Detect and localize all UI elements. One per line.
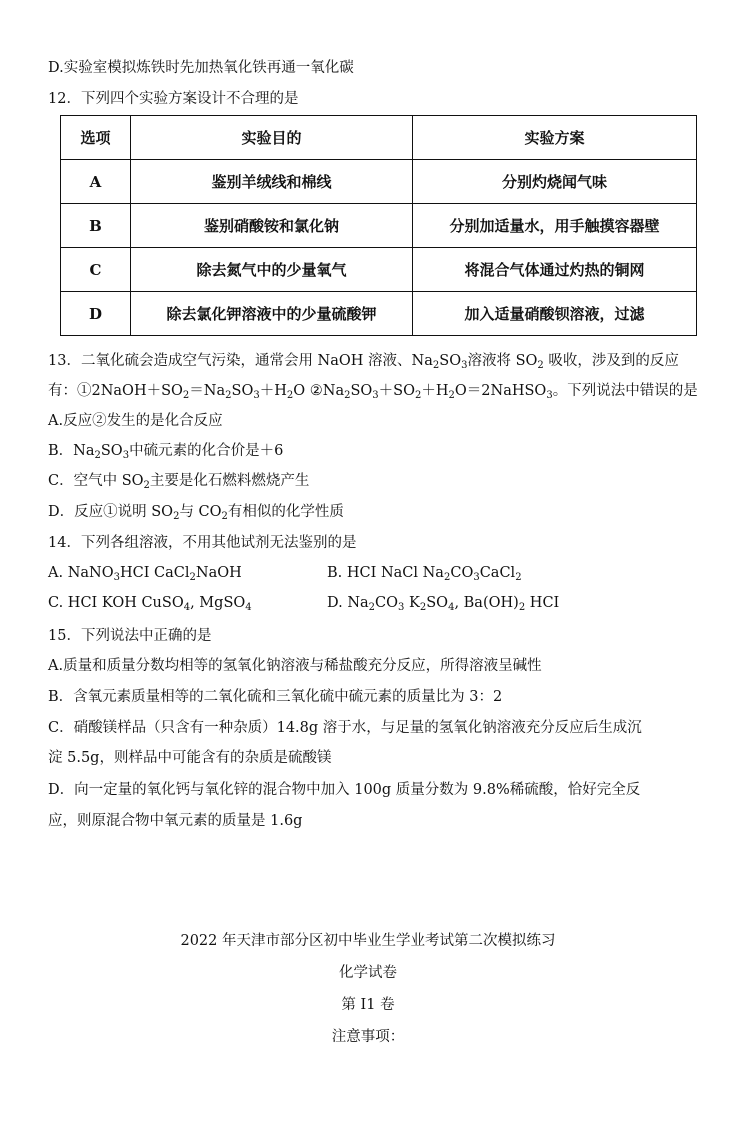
table-header-row bbox=[61, 116, 697, 160]
table-header: 实验方案 bbox=[413, 116, 697, 160]
table-cell: B bbox=[61, 204, 131, 248]
question-15-option-d-line-2: 应，则原混合物中氧元素的质量是 1.6g bbox=[48, 813, 303, 829]
table-cell: 鉴别硝酸铵和氯化钠 bbox=[131, 204, 413, 248]
question-13-option-a: A.反应②发生的是化合反应 bbox=[48, 413, 223, 429]
question-13-line-2: 有：$①2NaOH+SO_2=Na_2SO_3+H_2O$ $②Na_2SO_3+SO_2+H_2O=2NaHSO_3$。下列说法中错误的是 bbox=[48, 383, 698, 401]
question-14-option-c: C. HCI KOH CuSO$_4$, MgSO$_4$ bbox=[48, 595, 252, 613]
table-header: 实验目的 bbox=[131, 116, 413, 160]
question-15-option-c-line-2: 淀 5.5g，则样品中可能含有的杂质是硫酸镁 bbox=[48, 750, 332, 766]
question-14-option-d: D. $Na_2CO_3$ $K_2SO_4$, $Ba(OH)_2$ HCI bbox=[327, 595, 560, 613]
question-14-option-a: A. NaNO$_3$HCI CaCl$_2$NaOH bbox=[48, 565, 242, 583]
table-cell: 鉴别羊绒线和棉线 bbox=[131, 160, 413, 204]
question-14-stem: 14．下列各组溶液，不用其他试剂无法鉴别的是 bbox=[48, 535, 357, 551]
question-15-option-d-line-1: D．向一定量的氧化钙与氧化锌的混合物中加入 100g 质量分数为 9.8%稀硫酸，恰好完全反 bbox=[48, 782, 641, 798]
question-15-option-c-line-1: C．硝酸镁样品（只含有一种杂质）14.8g 溶于水，与足量的氢氧化钠溶液充分反应后生成沉 bbox=[48, 720, 642, 736]
table-row bbox=[61, 248, 697, 292]
option-d-previous: D.实验室模拟炼铁时先加热氧化铁再通一氧化碳 bbox=[48, 60, 354, 76]
table-cell: 分别加适量水，用手触摸容器壁 bbox=[413, 204, 697, 248]
table-row bbox=[61, 204, 697, 248]
table-cell: 分别灼烧闻气味 bbox=[413, 160, 697, 204]
question-13-line-1: 13．二氧化硫会造成空气污染，通常会用 NaOH 溶液、$Na_2SO_3$溶液将 $SO_2$ 吸收，涉及到的反应 bbox=[48, 353, 679, 371]
table-cell: 除去氮气中的少量氧气 bbox=[131, 248, 413, 292]
question-12-stem: 12．下列四个实验方案设计不合理的是 bbox=[48, 91, 299, 107]
question-15-stem: 15．下列说法中正确的是 bbox=[48, 628, 212, 644]
table-cell: C bbox=[61, 248, 131, 292]
table-row bbox=[61, 292, 697, 336]
notice-heading: 注意事项： bbox=[331, 1029, 405, 1045]
exam-subject: 化学试卷 bbox=[339, 965, 397, 981]
experiment-table bbox=[60, 115, 697, 336]
table-cell: 加入适量硝酸钡溶液，过滤 bbox=[413, 292, 697, 336]
table-cell: 除去氯化钾溶液中的少量硫酸钾 bbox=[131, 292, 413, 336]
question-15-option-b: B．含氧元素质量相等的二氧化硫和三氧化硫中硫元素的质量比为 3：2 bbox=[48, 689, 503, 705]
question-13-option-b: B．$Na_2SO_3$中硫元素的化合价是＋6 bbox=[48, 443, 284, 461]
table-cell: 将混合气体通过灼热的铜网 bbox=[413, 248, 697, 292]
question-13-option-d: D．反应①说明 $SO_2$与 $CO_2$有相似的化学性质 bbox=[48, 504, 344, 522]
table-cell: D bbox=[61, 292, 131, 336]
question-14-option-b: B. HCI NaCl $Na_2CO_3CaCl_2$ bbox=[327, 565, 522, 583]
question-13-option-c: C．空气中 $SO_2$主要是化石燃料燃烧产生 bbox=[48, 473, 310, 491]
question-15-option-a: A.质量和质量分数均相等的氢氧化钠溶液与稀盐酸充分反应，所得溶液呈碱性 bbox=[48, 658, 542, 674]
table-row bbox=[61, 160, 697, 204]
exam-title: 2022 年天津市部分区初中毕业生学业考试第二次模拟练习 bbox=[180, 933, 556, 949]
table-header: 选项 bbox=[61, 116, 131, 160]
table-cell: A bbox=[61, 160, 131, 204]
exam-volume: 第 I1 卷 bbox=[341, 997, 395, 1013]
